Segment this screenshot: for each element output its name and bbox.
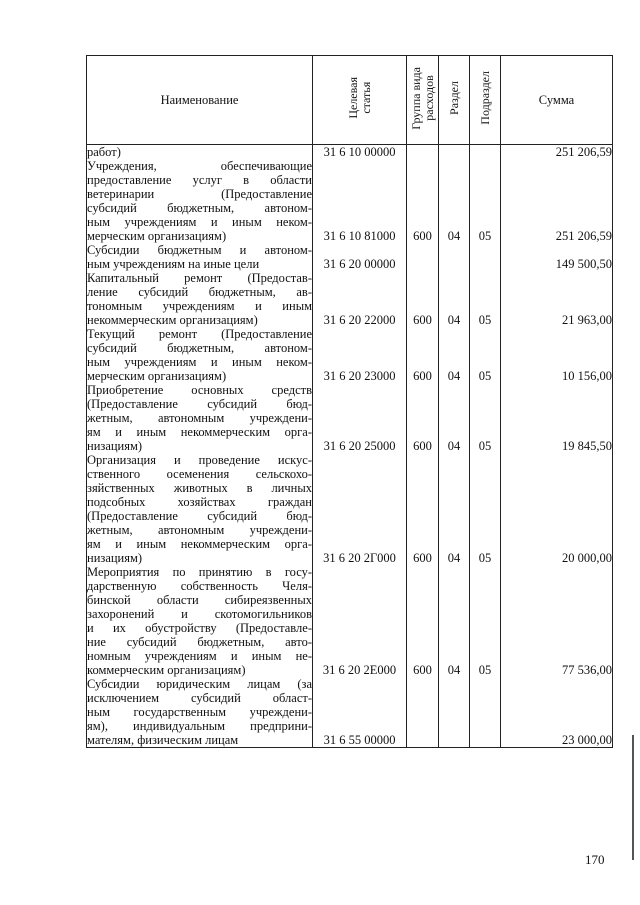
table-row <box>87 327 613 383</box>
row-name-line: ным учреждениям на иные цели <box>87 257 260 271</box>
row-section: 04 <box>439 271 470 327</box>
header-section: Раздел <box>439 56 470 145</box>
row-group: 600 <box>407 383 439 453</box>
header-group: Группа вида расходов <box>407 56 439 145</box>
row-name-line: Мероприятия по принятию в госу- <box>87 565 312 579</box>
row-name-line: захоронений и скотомогильников <box>87 607 312 621</box>
row-name-line: ветеринарии (Предоставление <box>87 187 312 201</box>
row-name-line: некоммерческим организациям) <box>87 313 258 327</box>
row-name-line: мерческим организациям) <box>87 369 227 383</box>
row-name-line: низациям) <box>87 439 143 453</box>
row-sum: 251 206,59 <box>501 145 613 160</box>
row-name-line: тономным учреждениям и иным <box>87 299 312 313</box>
row-group: 600 <box>407 565 439 677</box>
row-section: 04 <box>439 327 470 383</box>
row-group: 600 <box>407 271 439 327</box>
row-name-line: Учреждения, обеспечивающие <box>87 159 312 173</box>
row-name-line: жетным, автономным учреждени- <box>87 411 312 425</box>
row-name-line: ям и иным некоммерческим орга- <box>87 425 312 439</box>
table-row <box>87 159 613 243</box>
row-name <box>87 327 313 383</box>
row-name-line: Субсидии юридическим лицам (за <box>87 677 312 691</box>
row-sum: 21 963,00 <box>501 271 613 327</box>
row-subsection: 05 <box>470 383 501 453</box>
row-target-code: 31 6 55 00000 <box>313 677 407 748</box>
row-name-line: Субсидии бюджетным и автоном- <box>87 243 312 257</box>
row-name <box>87 159 313 243</box>
row-section: 04 <box>439 565 470 677</box>
row-target-code: 31 6 20 00000 <box>313 243 407 271</box>
table-row <box>87 677 613 748</box>
row-group: 600 <box>407 327 439 383</box>
row-sum: 251 206,59 <box>501 159 613 243</box>
row-name-line: ным учреждениям и иным неком- <box>87 355 312 369</box>
row-name-line: номным учреждениям и иным не- <box>87 649 312 663</box>
row-name <box>87 145 313 160</box>
row-name-line: ным учреждениям и иным неком- <box>87 215 312 229</box>
row-sum: 77 536,00 <box>501 565 613 677</box>
row-target-code: 31 6 10 00000 <box>313 145 407 160</box>
row-name-line: мерческим организациям) <box>87 229 227 243</box>
row-name-line: дарственную собственность Челя- <box>87 579 312 593</box>
row-name <box>87 271 313 327</box>
row-name-line: мателям, физическим лицам <box>87 733 239 747</box>
table-row <box>87 383 613 453</box>
row-subsection: 05 <box>470 565 501 677</box>
row-subsection: 05 <box>470 453 501 565</box>
row-target-code: 31 6 20 23000 <box>313 327 407 383</box>
row-group <box>407 145 439 160</box>
row-section: 04 <box>439 383 470 453</box>
row-target-code: 31 6 20 25000 <box>313 383 407 453</box>
row-name-line: предоставление услуг в области <box>87 173 312 187</box>
header-sum: Сумма <box>501 56 613 145</box>
row-name <box>87 677 313 748</box>
row-target-code: 31 6 20 2Е000 <box>313 565 407 677</box>
row-group <box>407 243 439 271</box>
row-name-line: исключением субсидий област- <box>87 691 312 705</box>
row-name-line: бинской области сибиреязвенных <box>87 593 312 607</box>
row-name-line: Текущий ремонт (Предоставление <box>87 327 312 341</box>
row-target-code: 31 6 20 2Г000 <box>313 453 407 565</box>
header-subsection: Подраздел <box>470 56 501 145</box>
row-sum: 19 845,50 <box>501 383 613 453</box>
header-name: Наименование <box>87 56 313 145</box>
row-name-line: и их обустройству (Предоставле- <box>87 621 312 635</box>
row-name-line: Организация и проведение искус- <box>87 453 312 467</box>
row-target-code: 31 6 10 81000 <box>313 159 407 243</box>
row-section <box>439 243 470 271</box>
table-row <box>87 453 613 565</box>
table-header-row <box>87 56 613 145</box>
table-row <box>87 565 613 677</box>
row-sum: 23 000,00 <box>501 677 613 748</box>
row-subsection: 05 <box>470 271 501 327</box>
row-name-line: ям и иным некоммерческим орга- <box>87 537 312 551</box>
row-subsection: 05 <box>470 159 501 243</box>
row-name-line: подсобных хозяйствах граждан <box>87 495 312 509</box>
row-name <box>87 243 313 271</box>
row-name <box>87 453 313 565</box>
margin-line <box>632 735 634 860</box>
row-subsection <box>470 677 501 748</box>
row-name-line: ным государственным учреждени- <box>87 705 312 719</box>
row-name-line: ственного осеменения сельскохо- <box>87 467 312 481</box>
row-name-line: (Предоставление субсидий бюд- <box>87 509 312 523</box>
row-sum: 10 156,00 <box>501 327 613 383</box>
table-row <box>87 145 613 160</box>
row-sum: 20 000,00 <box>501 453 613 565</box>
table-row <box>87 271 613 327</box>
row-name <box>87 383 313 453</box>
row-name-line: (Предоставление субсидий бюд- <box>87 397 312 411</box>
row-name-line: ление субсидий бюджетным, ав- <box>87 285 312 299</box>
row-name-line: субсидий бюджетным, автоном- <box>87 201 312 215</box>
header-target: Целевая статья <box>313 56 407 145</box>
row-group: 600 <box>407 453 439 565</box>
page-number: 170 <box>585 852 605 867</box>
row-subsection <box>470 145 501 160</box>
row-section: 04 <box>439 453 470 565</box>
row-group <box>407 677 439 748</box>
row-name-line: работ) <box>87 145 121 159</box>
row-name-line: Приобретение основных средств <box>87 383 312 397</box>
row-name-line: субсидий бюджетным, автоном- <box>87 341 312 355</box>
row-section <box>439 677 470 748</box>
row-sum: 149 500,50 <box>501 243 613 271</box>
row-name-line: ям), индивидуальным предприни- <box>87 719 312 733</box>
row-subsection <box>470 243 501 271</box>
row-group: 600 <box>407 159 439 243</box>
row-target-code: 31 6 20 22000 <box>313 271 407 327</box>
budget-table <box>86 55 613 748</box>
table-row <box>87 243 613 271</box>
row-name-line: зяйственных животных в личных <box>87 481 312 495</box>
row-name <box>87 565 313 677</box>
row-section: 04 <box>439 159 470 243</box>
row-subsection: 05 <box>470 327 501 383</box>
row-name-line: коммерческим организациям) <box>87 663 246 677</box>
row-section <box>439 145 470 160</box>
row-name-line: низациям) <box>87 551 143 565</box>
row-name-line: жетным, автономным учреждени- <box>87 523 312 537</box>
row-name-line: ние субсидий бюджетным, авто- <box>87 635 312 649</box>
row-name-line: Капитальный ремонт (Предостав- <box>87 271 312 285</box>
